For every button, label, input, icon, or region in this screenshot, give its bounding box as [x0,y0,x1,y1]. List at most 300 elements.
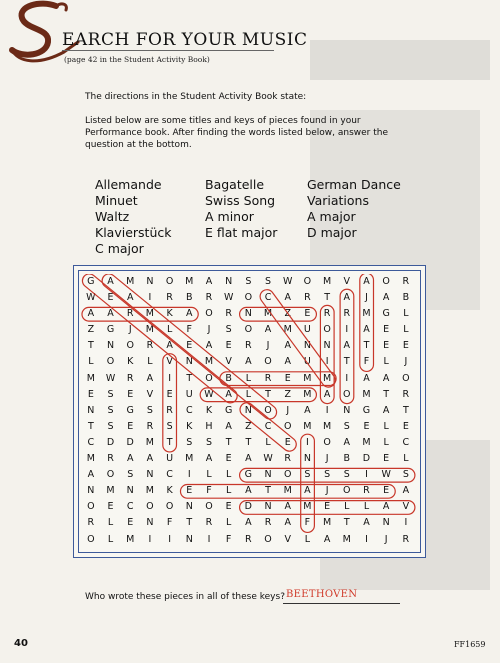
grid-letter: T [343,517,350,529]
grid-letter: L [226,517,232,529]
grid-letter: O [343,388,351,400]
word-item: German Dance [307,177,401,192]
grid-letter: G [224,404,233,416]
grid-letter: W [223,292,234,304]
grid-letter: E [363,420,370,432]
grid-letter: N [323,340,331,352]
grid-letter: M [106,485,115,497]
directions-text: Listed below are some titles and keys of pieces found in your Performance book. After finding the words listed below, answer the question at the bottom. [85,116,388,150]
grid-letter: O [146,501,154,513]
grid-letter: C [87,436,95,448]
answer-text: BEETHOVEN [286,589,358,600]
grid-letter: A [323,388,331,400]
grid-letter: E [402,420,409,432]
grid-letter: M [362,436,371,448]
grid-letter: A [284,517,291,529]
grid-letter: A [363,517,370,529]
grid-letter: F [363,356,370,368]
grid-letter: D [244,501,252,513]
grid-letter: W [283,276,293,287]
grid-letter: I [365,469,368,481]
grid-letter: G [382,308,390,320]
grid-letter: A [343,292,351,304]
grid-letter: D [362,453,371,465]
grid-letter: S [127,469,134,481]
grid-letter: M [342,533,351,545]
grid-letter: F [166,517,173,529]
grid-letter: M [86,372,95,384]
word-item: D major [307,225,357,240]
grid-letter: N [146,276,154,287]
grid-letter: O [323,436,331,448]
grid-letter: F [304,517,311,529]
word-item: Minuet [95,193,138,208]
grid-letter: S [186,436,193,448]
grid-letter: L [245,372,251,384]
grid-letter: C [166,469,173,481]
grid-letter: R [126,308,134,320]
grid-letter: A [363,324,370,336]
grid-letter: C [264,420,272,432]
word-item: C major [95,241,144,256]
grid-letter: A [382,372,390,384]
grid-letter: T [383,388,390,400]
grid-letter: T [87,340,94,352]
grid-letter: Z [284,388,291,400]
grid-letter: M [283,485,292,497]
grid-letter: N [146,469,154,481]
grid-letter: I [306,436,309,448]
grid-letter: N [185,501,193,513]
grid-letter: B [402,292,410,304]
grid-letter: R [166,404,173,416]
grid-letter: A [245,485,252,497]
grid-letter: I [168,372,171,384]
grid-letter: A [245,517,252,529]
grid-letter: V [343,276,351,287]
grid-letter: M [86,453,95,465]
grid-letter: N [264,469,272,481]
grid-letter: L [344,501,350,513]
grid-letter: L [206,469,212,481]
grid-letter: A [382,404,390,416]
grid-letter: E [383,340,390,352]
grid-letter: A [87,469,95,481]
grid-letter: B [225,372,232,384]
grid-letter: R [284,453,292,465]
grid-letter: A [284,356,291,368]
grid-letter: I [187,469,191,481]
grid-letter: R [225,308,232,320]
grid-letter: E [383,453,390,465]
grid-letter: M [145,308,154,320]
grid-letter: T [402,404,409,416]
grid-letter: D [126,436,134,448]
grid-letter: M [145,436,154,448]
grid-letter: R [304,292,311,304]
grid-letter: N [126,485,134,497]
grid-letter: R [146,340,154,352]
word-item: E flat major [205,225,278,240]
grid-letter: O [264,533,272,545]
grid-letter: A [343,436,351,448]
grid-letter: S [265,276,272,287]
grid-letter: R [87,517,95,529]
grid-letter: W [86,292,96,304]
grid-letter: A [284,292,291,304]
grid-letter: A [382,292,390,304]
grid-letter: I [345,324,349,336]
grid-letter: U [185,388,193,400]
grid-letter: E [284,436,291,448]
grid-letter: N [146,517,154,529]
grid-letter: A [304,404,311,416]
grid-letter: K [186,420,193,432]
grid-letter: M [204,356,214,368]
grid-letter: O [303,276,312,287]
grid-letter: J [207,324,211,336]
grid-letter: N [382,517,390,529]
grid-letter: N [87,485,95,497]
title-underline [62,50,274,51]
grid-letter: L [403,308,409,320]
grid-letter: F [206,485,212,497]
grid-letter: L [226,469,232,481]
grid-letter: J [325,485,329,497]
grid-letter: M [126,276,135,287]
grid-letter: L [107,533,114,545]
grid-letter: O [106,469,115,481]
grid-letter: O [343,485,351,497]
grid-letter: I [148,533,152,545]
grid-letter: E [107,292,114,304]
grid-letter: V [166,356,173,368]
grid-letter: O [165,276,174,287]
grid-letter: M [322,420,332,432]
grid-letter: Z [284,308,291,320]
grid-letter: M [362,388,371,400]
grid-letter: S [324,469,331,481]
grid-letter: L [88,356,94,368]
grid-letter: C [126,501,134,513]
grid-letter: O [205,372,213,384]
grid-letter: L [383,356,389,368]
grid-letter: T [265,485,271,497]
grid-letter: E [127,420,134,432]
grid-letter: L [147,356,153,368]
grid-letter: E [225,453,232,465]
grid-letter: R [323,308,331,320]
grid-letter: W [263,453,273,465]
grid-letter: W [105,372,116,384]
grid-letter: J [266,340,270,352]
grid-letter: E [324,501,331,513]
grid-letter: L [304,533,311,545]
grid-letter: M [263,308,273,320]
grid-letter: Z [245,420,252,432]
grid-letter: O [283,420,292,432]
grid-letter: M [322,276,332,287]
grid-letter: E [383,324,390,336]
grid-letter: T [324,292,330,304]
grid-letter: N [225,276,233,287]
grid-letter: L [363,501,370,513]
grid-letter: T [265,388,271,400]
grid-letter: E [107,501,114,513]
word-item: Waltz [95,209,130,224]
grid-letter: J [286,404,290,416]
grid-letter: O [382,276,390,287]
grid-letter: U [303,356,311,368]
grid-letter: M [303,372,312,384]
grid-letter: A [225,388,232,400]
grid-letter: R [126,372,134,384]
grid-letter: G [106,324,115,336]
word-item: Swiss Song [205,193,276,208]
grid-letter: I [207,533,211,545]
word-item: Variations [307,193,369,208]
grid-letter: B [186,292,193,304]
grid-letter: R [402,533,410,545]
grid-letter: J [365,292,368,304]
grid-letter: O [106,356,115,368]
grid-letter: K [166,308,173,320]
grid-letter: R [245,340,252,352]
grid-letter: M [303,501,312,513]
page-title: EARCH FOR YOUR MUSIC [62,30,308,50]
grid-letter: A [146,453,154,465]
grid-letter: O [244,324,253,336]
grid-letter: M [362,308,371,320]
grid-letter: A [205,340,213,352]
grid-letter: I [148,292,152,304]
grid-letter: R [146,420,154,432]
grid-letter: A [126,292,134,304]
grid-letter: R [205,517,213,529]
grid-letter: S [245,276,252,287]
grid-letter: B [343,453,351,465]
grid-letter: T [166,436,173,448]
grid-letter: S [107,404,114,416]
grid-letter: M [303,388,312,400]
grid-letter: L [383,436,389,448]
grid-letter: E [166,388,173,400]
grid-letter: C [402,436,410,448]
word-item: Klavierstück [95,225,172,240]
grid-letter: E [127,388,134,400]
grid-letter: R [205,292,213,304]
grid-letter: S [146,404,153,416]
grid-letter: E [304,308,311,320]
grid-letter: E [383,485,390,497]
grid-letter: L [166,324,173,336]
grid-letter: O [283,469,292,481]
grid-letter: A [363,276,370,287]
grid-letter: C [185,404,193,416]
grid-letter: T [245,436,252,448]
word-item: A major [307,209,356,224]
grid-letter: S [205,436,212,448]
grid-letter: E [127,517,134,529]
grid-letter: S [107,420,114,432]
grid-letter: T [363,340,370,352]
grid-letter: N [87,404,95,416]
grid-letter: R [363,485,370,497]
grid-letter: M [185,276,194,287]
grid-letter: O [205,308,213,320]
grid-letter: M [185,453,194,465]
grid-letter: V [146,388,154,400]
grid-letter: A [402,485,410,497]
grid-letter: L [403,453,409,465]
grid-letter: N [106,340,115,352]
grid-letter: A [107,276,114,287]
grid-letter: N [303,340,311,352]
grid-letter: N [185,533,193,545]
directions-intro: The directions in the Student Activity Book state: [85,92,307,102]
grid-letter: K [166,485,173,497]
grid-letter: N [185,356,193,368]
grid-letter: O [323,324,331,336]
grid-letter: N [343,404,351,416]
page-number: 40 [14,638,28,649]
grid-letter: M [322,372,332,384]
grid-letter: K [127,356,134,368]
catalog-code: FF1659 [454,640,486,649]
grid-letter: M [283,324,292,336]
grid-letter: D [106,436,115,448]
grid-letter: R [402,276,410,287]
grid-letter: T [186,517,193,529]
grid-letter: S [166,420,173,432]
word-item: A minor [205,209,254,224]
grid-letter: I [404,517,408,529]
grid-letter: F [186,324,193,336]
grid-letter: R [166,292,173,304]
grid-letter: I [325,404,329,416]
grid-letter: S [304,469,311,481]
grid-letter: V [284,533,291,545]
grid-letter: A [225,420,232,432]
question-text: Who wrote these pieces in all of these keys? [85,592,285,602]
grid-letter: R [245,533,252,545]
grid-letter: A [245,453,252,465]
grid-letter: M [303,420,312,432]
grid-letter: G [87,276,95,287]
grid-letter: O [87,533,95,545]
grid-letter: M [145,485,154,497]
grid-letter: L [403,324,409,336]
grid-letter: N [244,308,252,320]
grid-letter: E [87,388,94,400]
grid-letter: T [343,356,350,368]
grid-letter: R [402,388,410,400]
grid-letter: A [205,276,213,287]
grid-letter: L [265,436,271,448]
grid-letter: N [244,404,252,416]
grid-letter: E [186,485,193,497]
grid-letter: S [343,420,350,432]
grid-letter: A [205,453,213,465]
grid-letter: A [245,356,252,368]
grid-letter: N [303,453,311,465]
grid-letter: O [126,340,134,352]
grid-letter: U [303,324,311,336]
grid-letter: A [323,533,331,545]
grid-letter: M [145,324,154,336]
grid-letter: R [343,308,351,320]
word-item: Bagatelle [205,177,265,192]
grid-letter: A [304,485,311,497]
grid-letter: A [343,340,351,352]
grid-letter: V [225,356,232,368]
grid-letter: O [244,292,253,304]
grid-letter: L [383,420,389,432]
grid-letter: O [87,501,95,513]
grid-letter: I [345,372,349,384]
grid-letter: E [402,340,409,352]
grid-letter: K [205,404,213,416]
grid-letter: S [343,469,350,481]
grid-letter: G [362,404,371,416]
grid-letter: E [225,501,232,513]
grid-letter: E [186,340,193,352]
grid-letter: A [87,308,95,320]
word-item: Allemande [95,177,162,192]
grid-letter: M [322,517,332,529]
grid-letter: C [264,292,272,304]
grid-letter: T [186,372,193,384]
word-list [95,177,415,256]
grid-letter: O [402,372,410,384]
grid-letter: A [107,308,114,320]
grid-letter: L [107,517,114,529]
grid-letter: R [264,517,272,529]
grid-letter: R [264,372,272,384]
grid-letter: A [284,340,291,352]
grid-letter: A [126,453,134,465]
grid-letter: A [382,501,390,513]
grid-letter: L [226,485,232,497]
grid-letter: W [204,388,214,400]
grid-letter: J [325,453,329,465]
word-search-grid [81,274,416,548]
answer-line [283,603,400,604]
grid-letter: N [264,501,272,513]
grid-letter: A [264,324,272,336]
grid-letter: T [87,420,94,432]
grid-letter: J [128,324,132,336]
grid-letter: O [264,404,272,416]
grid-letter: S [225,324,232,336]
grid-letter: E [284,372,291,384]
grid-letter: V [402,501,410,513]
grid-letter: A [284,501,291,513]
grid-letter: I [168,533,171,545]
grid-letter: A [166,340,173,352]
grid-letter: A [186,308,193,320]
grid-letter: S [402,469,409,481]
grid-letter: O [205,501,213,513]
grid-letter: A [363,372,370,384]
grid-letter: J [384,533,388,545]
grid-letter: E [225,340,232,352]
grid-letter: G [126,404,134,416]
grid-letter: S [107,388,114,400]
grid-letter: F [225,533,232,545]
grid-letter: A [146,372,154,384]
grid-letter: T [225,436,232,448]
